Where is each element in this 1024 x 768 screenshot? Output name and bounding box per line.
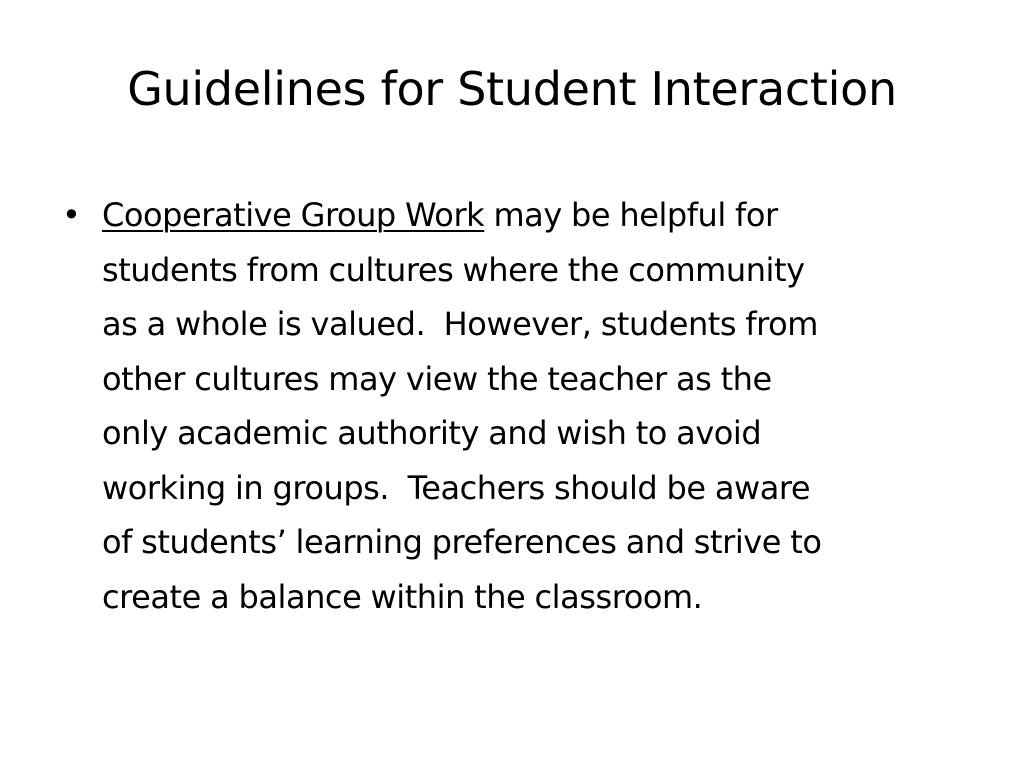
bullet-line-8: create a balance within the classroom. [102, 577, 703, 616]
bullet-term: Cooperative Group Work [102, 196, 485, 234]
bullet-line-7: of students’ learning preferences and strive to [102, 523, 822, 561]
bullet-line-1 [102, 188, 965, 243]
bullet-line-4: other cultures may view the teacher as the [102, 359, 772, 398]
bullet-line-5: only academic authority and wish to avoid [102, 414, 762, 452]
slide-title: Guidelines for Student Interaction [127, 62, 897, 116]
bullet-item [60, 188, 965, 624]
bullet-line-2: students from cultures where the community [102, 250, 805, 289]
bullet-text-1: may be helpful for [484, 196, 778, 234]
bullet-line-6: working in groups. Teachers should be aware [102, 468, 811, 507]
bullet-icon: • [62, 196, 81, 234]
bullet-line-3: as a whole is valued. However, students from [102, 305, 819, 343]
bullet-list [60, 188, 965, 624]
